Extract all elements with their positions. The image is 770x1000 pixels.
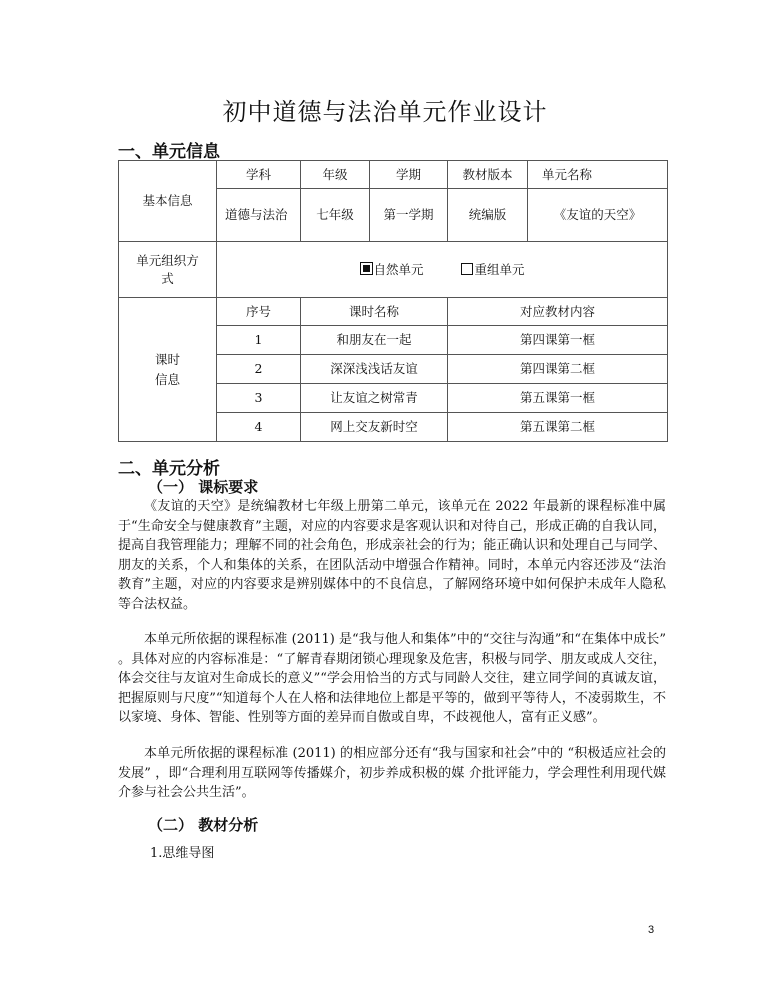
lesson-content: 第四课第一框 xyxy=(448,326,668,355)
lesson-name: 网上交友新时空 xyxy=(301,413,448,442)
header-unit-name: 单元名称 xyxy=(528,161,668,189)
lesson-info-label xyxy=(119,298,217,442)
header-subject: 学科 xyxy=(217,161,301,189)
org-options xyxy=(217,242,668,298)
paragraph-curriculum-2: 本单元所依据的课程标准 (2011) 是“我与他人和集体”中的“交往与沟通”和“在集体中成长” 。具体对应的内容标准是：“了解青春期闭锁心理现象及危害，积极与同学、朋友或成人交往，体会交往与友谊对生命成长的意义”“学会用恰当的方式与同龄人交往，建立同学间的真诚友谊，把握原则与尺度”“知道每个人在人格和法律地位上都是平等的，做到平等待人，不凌弱欺生，不以家境、身体、智能、性别等方面的差异而自傲或自卑，不歧视他人，富有正义感”。 xyxy=(118,632,666,726)
page-title: 初中道德与法治单元作业设计 xyxy=(222,98,548,126)
lesson-header-no: 序号 xyxy=(217,298,301,326)
page-number: 3 xyxy=(648,924,655,936)
lesson-no: 1 xyxy=(217,326,301,355)
lesson-header-content: 对应教材内容 xyxy=(448,298,668,326)
checked-box-icon[interactable] xyxy=(360,262,373,275)
org-label: 单元组织方式 xyxy=(119,242,217,298)
lesson-name: 深深浅浅话友谊 xyxy=(301,355,448,384)
section-heading-unit-analysis: 二、单元分析 xyxy=(118,459,220,479)
value-term: 第一学期 xyxy=(370,189,448,242)
value-unit-name: 《友谊的天空》 xyxy=(528,189,668,242)
header-term: 学期 xyxy=(370,161,448,189)
lesson-content: 第五课第二框 xyxy=(448,413,668,442)
lesson-name: 让友谊之树常青 xyxy=(301,384,448,413)
unit-info-table xyxy=(118,160,668,442)
value-grade: 七年级 xyxy=(301,189,370,242)
lesson-info-label-text: 课时信息 xyxy=(154,351,180,387)
unchecked-box-icon[interactable] xyxy=(461,263,473,275)
org-option-natural: 自然单元 xyxy=(373,261,424,277)
subheading-curriculum: （一） 课标要求 xyxy=(148,478,259,496)
subheading-textbook-analysis: （二） 教材分析 xyxy=(148,816,259,834)
paragraph-curriculum-1: 《友谊的天空》是统编教材七年级上册第二单元，该单元在 2022 年最新的课程标准中属于“生命安全与健康教育”主题，对应的内容要求是客观认识和对待自己，形成正确的自我认同，提高自我管理能力；理解不同的社会角色，形成亲社会的行为；能正确认识和处理自己与同学、朋友的关系，个人和集体的关系，在团队活动中增强合作精神。同时，本单元内容还涉及“法治教育”主题，对应的内容要求是辨别媒体中的不良信息，了解网络环境中如何保护未成年人隐私等合法权益。 xyxy=(118,499,666,612)
value-subject: 道德与法治 xyxy=(217,189,301,242)
basic-info-label: 基本信息 xyxy=(119,161,217,242)
paragraph-curriculum-3: 本单元所依据的课程标准 (2011) 的相应部分还有“我与国家和社会”中的 “积极适应社会的发展” ，即“合理利用互联网等传播媒介，初步养成积极的媒 介批评能力，学会理性利用现代媒介参与社会公共生活”。 xyxy=(118,746,666,801)
header-edition: 教材版本 xyxy=(448,161,528,189)
lesson-name: 和朋友在一起 xyxy=(301,326,448,355)
lesson-no: 3 xyxy=(217,384,301,413)
value-edition: 统编版 xyxy=(448,189,528,242)
section-heading-unit-info: 一、单元信息 xyxy=(118,142,220,162)
mind-map-item: 1.思维导图 xyxy=(150,846,215,861)
lesson-content: 第四课第二框 xyxy=(448,355,668,384)
lesson-no: 2 xyxy=(217,355,301,384)
lesson-no: 4 xyxy=(217,413,301,442)
lesson-header-name: 课时名称 xyxy=(301,298,448,326)
lesson-content: 第五课第一框 xyxy=(448,384,668,413)
org-option-regroup: 重组单元 xyxy=(474,261,525,277)
header-grade: 年级 xyxy=(301,161,370,189)
